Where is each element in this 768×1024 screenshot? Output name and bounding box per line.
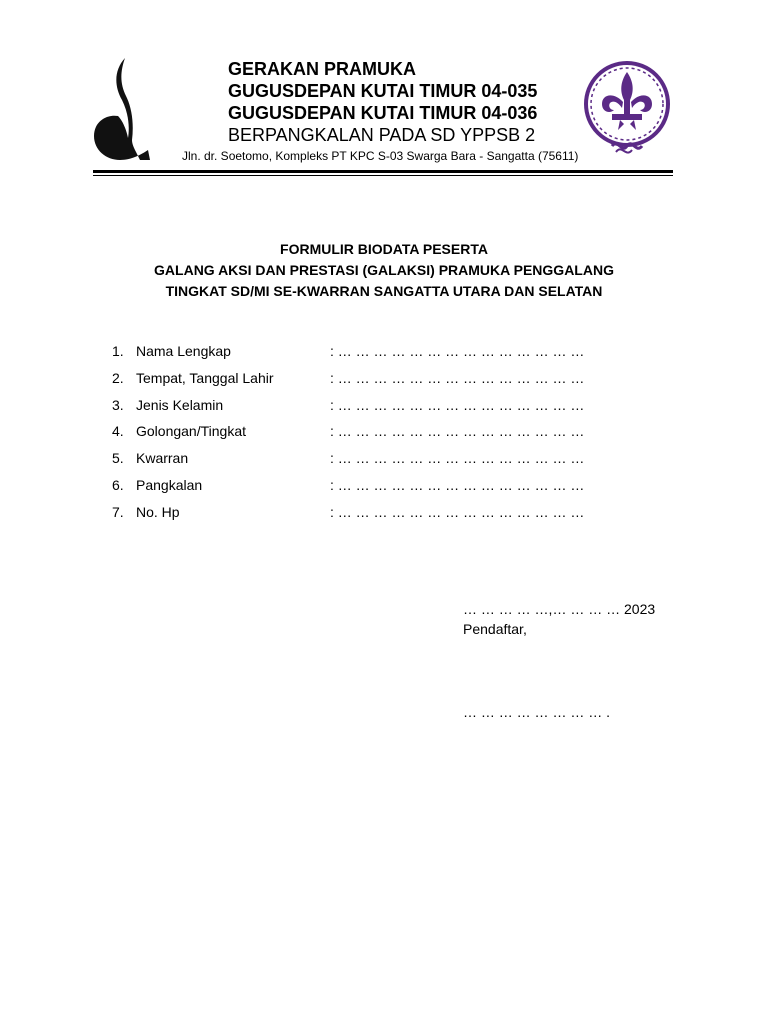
field-row-no-hp (112, 502, 632, 529)
field-label: No. Hp (136, 503, 180, 520)
field-blank[interactable]: : … … … … … … … … … … … … … … (330, 369, 585, 386)
field-label: Tempat, Tanggal Lahir (136, 369, 274, 386)
form-title-line-3: TINGKAT SD/MI SE-KWARRAN SANGATTA UTARA DAN SELATAN (165, 283, 603, 299)
form-title-line-2: GALANG AKSI DAN PRESTASI (GALAKSI) PRAMUKA PENGGALANG (154, 262, 614, 278)
field-row-pangkalan (112, 475, 632, 502)
field-blank[interactable]: : … … … … … … … … … … … … … … (330, 423, 585, 440)
field-number: 7. (112, 503, 124, 520)
letterhead-rule-thick (93, 170, 673, 173)
field-row-nama (112, 341, 632, 368)
unit-name-1: GUGUSDEPAN KUTAI TIMUR 04-035 (228, 81, 538, 101)
signature-role: Pendaftar, (463, 621, 527, 637)
signature-date[interactable]: … … … … …,… … … … 2023 (463, 601, 656, 617)
field-row-golongan (112, 421, 632, 448)
field-blank[interactable]: : … … … … … … … … … … … … … … (330, 450, 585, 467)
field-label: Golongan/Tingkat (136, 423, 246, 440)
unit-name-2: GUGUSDEPAN KUTAI TIMUR 04-036 (228, 103, 538, 123)
letterhead-text (182, 58, 588, 164)
field-label: Pangkalan (136, 476, 203, 493)
field-row-jenis-kelamin (112, 395, 632, 422)
signature-block (463, 599, 655, 639)
tunas-kelapa-icon (92, 56, 152, 164)
form-title-line-1: FORMULIR BIODATA PESERTA (280, 241, 488, 257)
letterhead-rule-thin (93, 175, 673, 176)
letterhead (92, 46, 674, 178)
field-blank[interactable]: : … … … … … … … … … … … … … … (330, 343, 585, 359)
field-label: Jenis Kelamin (136, 396, 224, 413)
field-blank[interactable]: : … … … … … … … … … … … … … … (330, 476, 585, 493)
field-row-ttl (112, 368, 632, 395)
field-number: 2. (112, 369, 124, 386)
field-number: 1. (112, 343, 124, 359)
field-blank[interactable]: : … … … … … … … … … … … … … … (330, 503, 585, 520)
field-number: 5. (112, 450, 124, 467)
field-row-kwarran (112, 448, 632, 475)
field-blank[interactable]: : … … … … … … … … … … … … … … (330, 396, 585, 413)
form-title (0, 239, 768, 302)
org-name: GERAKAN PRAMUKA (228, 59, 416, 79)
field-label: Nama Lengkap (136, 343, 231, 359)
address: Jln. dr. Soetomo, Kompleks PT KPC S-03 Swarga Bara - Sangatta (75611) (182, 149, 579, 163)
field-number: 6. (112, 476, 124, 493)
biodata-fields (112, 341, 632, 529)
field-label: Kwarran (136, 450, 189, 467)
signature-name-line[interactable]: … … … … … … … … . (463, 704, 611, 720)
fleur-de-lis-emblem-icon (582, 58, 672, 162)
field-number: 4. (112, 423, 124, 440)
field-number: 3. (112, 396, 124, 413)
base-school: BERPANGKALAN PADA SD YPPSB 2 (228, 125, 536, 145)
